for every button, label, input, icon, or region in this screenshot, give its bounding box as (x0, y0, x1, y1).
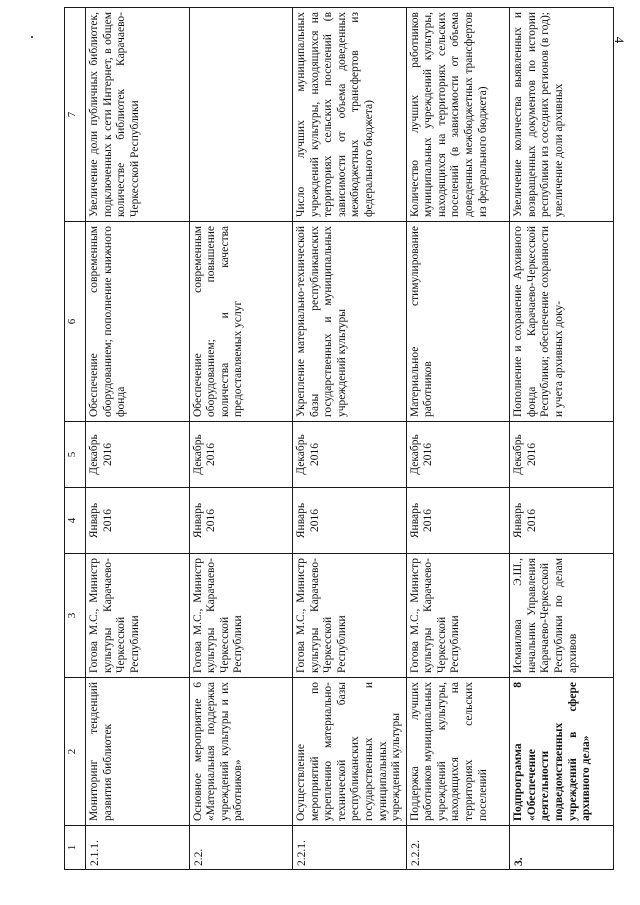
table-row (293, 8, 407, 870)
activity-name: Поддержка лучших работников муниципальных учреждений культуры, находящихся на территориях сельских поселений (406, 678, 510, 826)
start-date: Январь 2016 (189, 488, 293, 554)
end-date: Декабрь 2016 (510, 422, 614, 488)
activity-content: Пополнение и сохранение Архивного фонда Карачаево-Черкесской Республики; обеспечение сохранности и учета архивных доку- (510, 222, 614, 422)
page-number: 4 (612, 36, 627, 44)
responsible-person: Гогова М.С., Министр культуры Карачаево-Черкесской Республики (406, 554, 510, 678)
table-row (86, 8, 190, 870)
responsible-person: Гогова М.С., Министр культуры Карачаево-Черкесской Республики (189, 554, 293, 678)
table-row (510, 8, 614, 870)
expected-result: Число лучших муниципальных учреждений культуры, находящихся на территориях сельских поселений (в зависимости от объема доведенных межбюджетных трансфертов из федерального бюджета) (293, 8, 407, 222)
col-header-7: 7 (65, 8, 86, 222)
responsible-person: Гогова М.С., Министр культуры Карачаево-Черкесской Республики (86, 554, 190, 678)
expected-result: Количество лучших работников муниципальных учреждений культуры, находящихся на территориях сельских поселений (в зависимости от объема доведенных межбюджетных трансфертов из федерального бюджета) (406, 8, 510, 222)
row-number: 2.2. (189, 826, 293, 870)
table-row (406, 8, 510, 870)
table-row (189, 8, 293, 870)
col-header-6: 6 (65, 222, 86, 422)
end-date: Декабрь 2016 (293, 422, 407, 488)
activity-content: Укрепление материально-технической базы республиканских государственных и муниципальных учреждений культуры (293, 222, 407, 422)
end-date: Декабрь 2016 (86, 422, 190, 488)
row-number: 2.2.1. (293, 826, 407, 870)
col-header-2: 2 (65, 678, 86, 826)
col-header-4: 4 (65, 488, 86, 554)
scan-speck (31, 36, 33, 38)
activity-content: Обеспечение современным оборудованием; повышение количества и качества предоставляемых услуг (189, 222, 293, 422)
start-date: Январь 2016 (406, 488, 510, 554)
col-header-3: 3 (65, 554, 86, 678)
responsible-person: Исмаилова Э.Ш., начальник Управления Карачаево-Черкесской Республики по делам архивов (510, 554, 614, 678)
rotated-table-container (64, 8, 600, 870)
col-header-1: 1 (65, 826, 86, 870)
start-date: Январь 2016 (86, 488, 190, 554)
expected-result: Увеличение доли публичных библиотек, подключенных к сети Интернет, в общем количестве библиотек Карачаево-Черкесской Республики (86, 8, 190, 222)
activity-name: Подпрограмма 8 «Обеспечение деятельности подведомственных учреждений в сфере архивного дела» (510, 678, 614, 826)
expected-result (189, 8, 293, 222)
activity-content: Обеспечение современным оборудованием; пополнение книжного фонда (86, 222, 190, 422)
col-header-5: 5 (65, 422, 86, 488)
activity-name: Мониторинг тенденций развития библиотек (86, 678, 190, 826)
expected-result: Увеличение количества выявленных и возвращенных документов по истории республики из соседних регионов (в год); увеличение доли архивных (510, 8, 614, 222)
responsible-person: Гогова М.С., Министр культуры Карачаево-Черкесской Республики (293, 554, 407, 678)
end-date: Декабрь 2016 (406, 422, 510, 488)
activity-name: Осуществление мероприятий по укреплению материально-технической базы республиканских государственных и муниципальных учреждений культуры (293, 678, 407, 826)
row-number: 2.2.2. (406, 826, 510, 870)
activity-content: Материальное стимулирование работников (406, 222, 510, 422)
start-date: Январь 2016 (510, 488, 614, 554)
row-number: 2.1.1. (86, 826, 190, 870)
end-date: Декабрь 2016 (189, 422, 293, 488)
program-activities-table (64, 7, 614, 870)
activity-name: Основное мероприятие 6 «Материальная поддержка учреждений культуры и их работников» (189, 678, 293, 826)
start-date: Январь 2016 (293, 488, 407, 554)
row-number: 3. (510, 826, 614, 870)
column-number-row (65, 8, 86, 870)
